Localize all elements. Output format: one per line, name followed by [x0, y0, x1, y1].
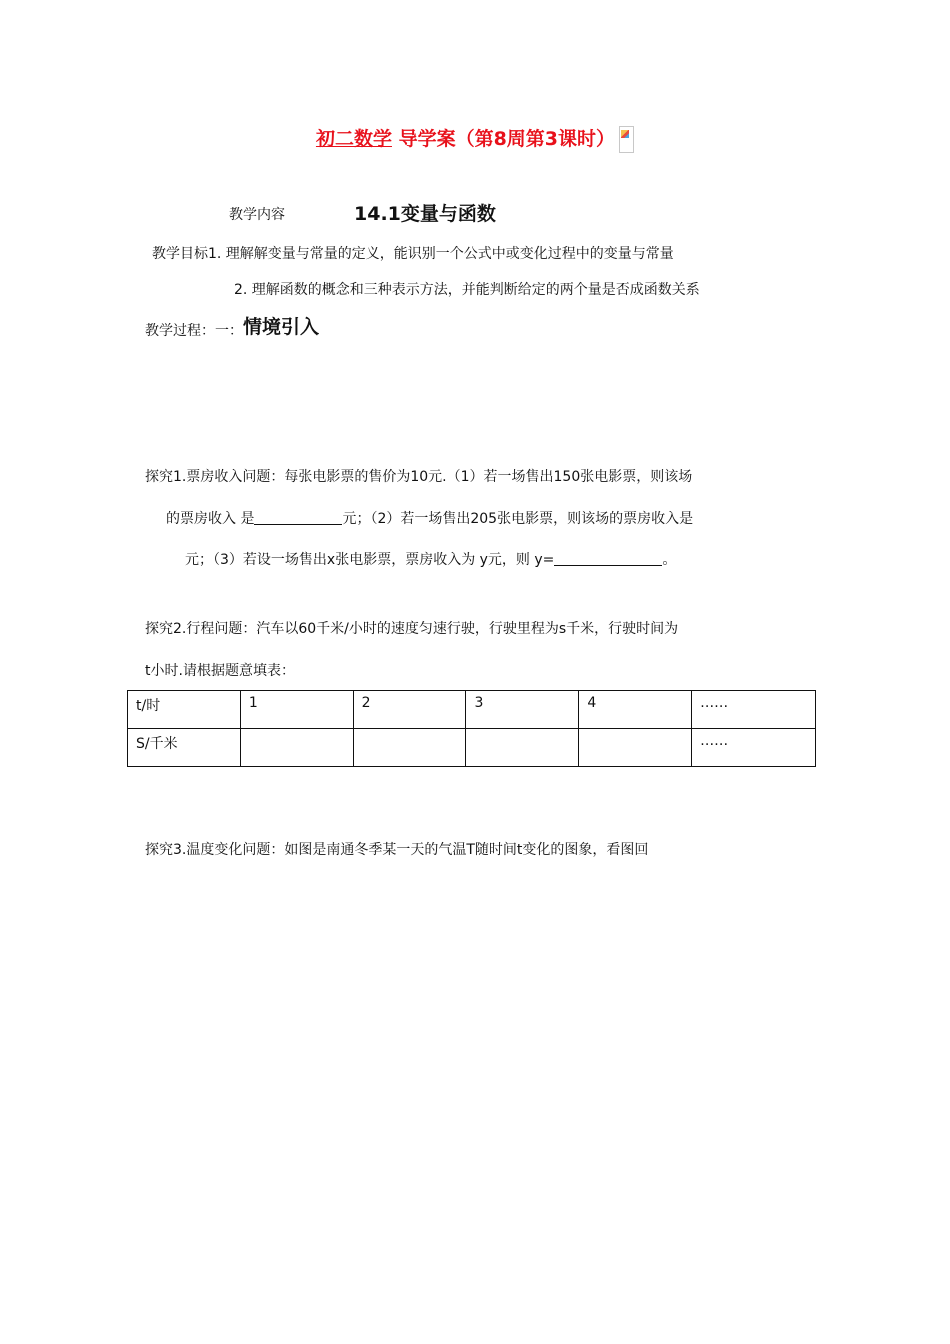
fill-in-table: [127, 690, 816, 767]
table-cell: ……: [692, 691, 816, 729]
document-title: [0, 124, 950, 153]
explore1-line2-a: 的票房收入 是: [166, 511, 255, 527]
explore2-line2: t小时.请根据题意填表：: [145, 663, 295, 679]
table-cell: S/千米: [128, 729, 241, 767]
process-heading: [145, 312, 319, 340]
table-cell: 3: [466, 691, 579, 729]
table-cell-blank[interactable]: [579, 729, 692, 767]
table-cell: 4: [579, 691, 692, 729]
content-title: 14.1变量与函数: [354, 203, 496, 225]
goal-1: 教学目标1. 理解解变量与常量的定义，能识别一个公式中或变化过程中的变量与常量: [152, 246, 674, 262]
explore1-line1: 探究1.票房收入问题：每张电影票的售价为10元.（1）若一场售出150张电影票，则该场: [145, 469, 693, 485]
process-title: 情境引入: [243, 316, 320, 338]
title-lesson-info: 导学案（第8周第3课时）: [391, 128, 616, 150]
explore3-line1: 探究3.温度变化问题：如图是南通冬季某一天的气温T随时间t变化的图象，看图回: [145, 842, 649, 858]
table-cell-blank[interactable]: [466, 729, 579, 767]
table-row: [128, 691, 816, 729]
explore1-line3: [185, 549, 676, 569]
explore1-line3-b: 。: [662, 552, 677, 568]
table-cell: t/时: [128, 691, 241, 729]
table-cell-blank[interactable]: [240, 729, 353, 767]
answer-blank-1[interactable]: [254, 510, 342, 525]
broken-image-icon: [619, 126, 634, 153]
table-row: [128, 729, 816, 767]
content-label: 教学内容: [229, 207, 285, 223]
explore1-line2-b: 元；（2）若一场售出205张电影票，则该场的票房收入是: [342, 511, 694, 527]
answer-blank-2[interactable]: [554, 551, 662, 566]
explore1-line3-a: 元；（3）若设一场售出x张电影票，票房收入为 y元，则 y=: [185, 552, 555, 568]
goal-2: 2. 理解函数的概念和三种表示方法，并能判断给定的两个量是否成函数关系: [234, 282, 700, 298]
table-cell-blank[interactable]: [353, 729, 466, 767]
table-cell: 1: [240, 691, 353, 729]
explore2-line1: 探究2.行程问题：汽车以60千米/小时的速度匀速行驶，行驶里程为s千米，行驶时间为: [145, 621, 679, 637]
title-subject: 初二数学: [315, 128, 392, 150]
explore1-line2: [166, 508, 693, 528]
table-cell: ……: [692, 729, 816, 767]
table-cell: 2: [353, 691, 466, 729]
process-label: 教学过程：一：: [145, 323, 243, 339]
